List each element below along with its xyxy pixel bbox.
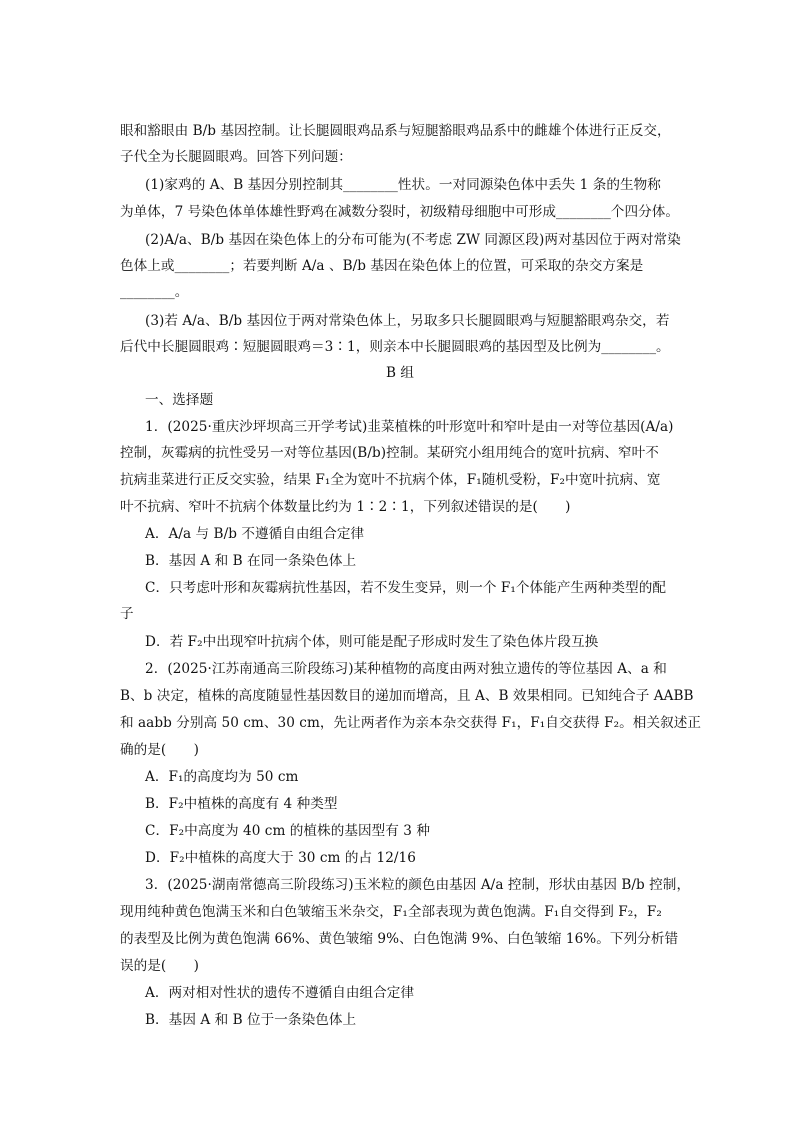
- option-line: B．基因 A 和 B 位于一条染色体上: [145, 1012, 357, 1028]
- option-line: A．F₁的高度均为 50 cm: [145, 769, 299, 785]
- question-line: 2．(2025·江苏南通高三阶段练习)某种植物的高度由两对独立遗传的等位基因 A、a 和: [145, 661, 667, 677]
- option-line: C．F₂中高度为 40 cm 的植株的基因型有 3 种: [145, 823, 430, 839]
- question-line: 确的是( ): [120, 742, 199, 758]
- text-line: ________。: [120, 284, 189, 300]
- text-line: (2)A/a、B/b 基因在染色体上的分布可能为(不考虑 ZW 同源区段)两对基因位于两对常染: [145, 232, 681, 248]
- subsection-heading: 一、选择题: [145, 392, 214, 408]
- option-line: B．F₂中植株的高度有 4 种类型: [145, 796, 338, 812]
- text-line: (1)家鸡的 A、B 基因分别控制其________性状。一对同源染色体中丢失 1 条的生物称: [145, 177, 661, 193]
- question-line: 抗病韭菜进行正反交实验，结果 F₁全为宽叶不抗病个体，F₁随机受粉，F₂中宽叶抗病、宽: [120, 472, 661, 488]
- option-line: A．两对相对性状的遗传不遵循自由组合定律: [145, 985, 415, 1001]
- text-line: 眼和豁眼由 B/b 基因控制。让长腿圆眼鸡品系与短腿豁眼鸡品系中的雌雄个体进行正反交，: [120, 123, 671, 139]
- option-line: B．基因 A 和 B 在同一条染色体上: [145, 553, 357, 569]
- question-line: 误的是( ): [120, 958, 199, 974]
- text-line: 后代中长腿圆眼鸡∶短腿圆眼鸡＝3∶1，则亲本中长腿圆眼鸡的基因型及比例为________。: [120, 339, 670, 355]
- text-line: 子代全为长腿圆眼鸡。回答下列问题：: [120, 149, 352, 165]
- question-line: 和 aabb 分别高 50 cm、30 cm，先让两者作为亲本杂交获得 F₁，F₁自交获得 F₂。相关叙述正: [120, 715, 702, 731]
- text-line: 色体上或________；若要判断 A/a 、B/b 基因在染色体上的位置，可采取的杂交方案是: [120, 258, 644, 274]
- question-line: 的表型及比例为黄色饱满 66%、黄色皱缩 9%、白色饱满 9%、白色皱缩 16%。下列分析错: [120, 931, 679, 947]
- question-line: 现用纯种黄色饱满玉米和白色皱缩玉米杂交，F₁全部表现为黄色饱满。F₁自交得到 F₂，F₂: [120, 904, 662, 920]
- option-line: D．若 F₂中出现窄叶抗病个体，则可能是配子形成时发生了染色体片段互换: [145, 634, 599, 650]
- question-line: 控制，灰霉病的抗性受另一对等位基因(B/b)控制。某研究小组用纯合的宽叶抗病、窄叶不: [120, 445, 659, 461]
- question-line: 1．(2025·重庆沙坪坝高三开学考试)韭菜植株的叶形宽叶和窄叶是由一对等位基因(A/a): [145, 419, 674, 435]
- option-line: C．只考虑叶形和灰霉病抗性基因，若不发生变异，则一个 F₁个体能产生两种类型的配: [145, 580, 666, 596]
- section-heading: B 组: [385, 365, 415, 381]
- question-line: B、b 决定，植株的高度随显性基因数目的递加而增高，且 A、B 效果相同。已知纯合子 AABB: [120, 688, 694, 704]
- text-line: (3)若 A/a、B/b 基因位于两对常染色体上，另取多只长腿圆眼鸡与短腿豁眼鸡杂交，若: [145, 313, 670, 329]
- question-line: 叶不抗病、窄叶不抗病个体数量比约为 1∶2∶1，下列叙述错误的是( ): [120, 499, 571, 515]
- text-line: 为单体，7 号染色体单体雄性野鸡在减数分裂时，初级精母细胞中可形成________个四分体。: [120, 204, 680, 220]
- option-line: A．A/a 与 B/b 不遵循自由组合定律: [145, 526, 365, 542]
- option-line: D．F₂中植株的高度大于 30 cm 的占 12/16: [145, 850, 416, 866]
- question-line: 3．(2025·湖南常德高三阶段练习)玉米粒的颜色由基因 A/a 控制，形状由基因 B/b 控制，: [145, 877, 691, 893]
- option-line: 子: [120, 606, 134, 622]
